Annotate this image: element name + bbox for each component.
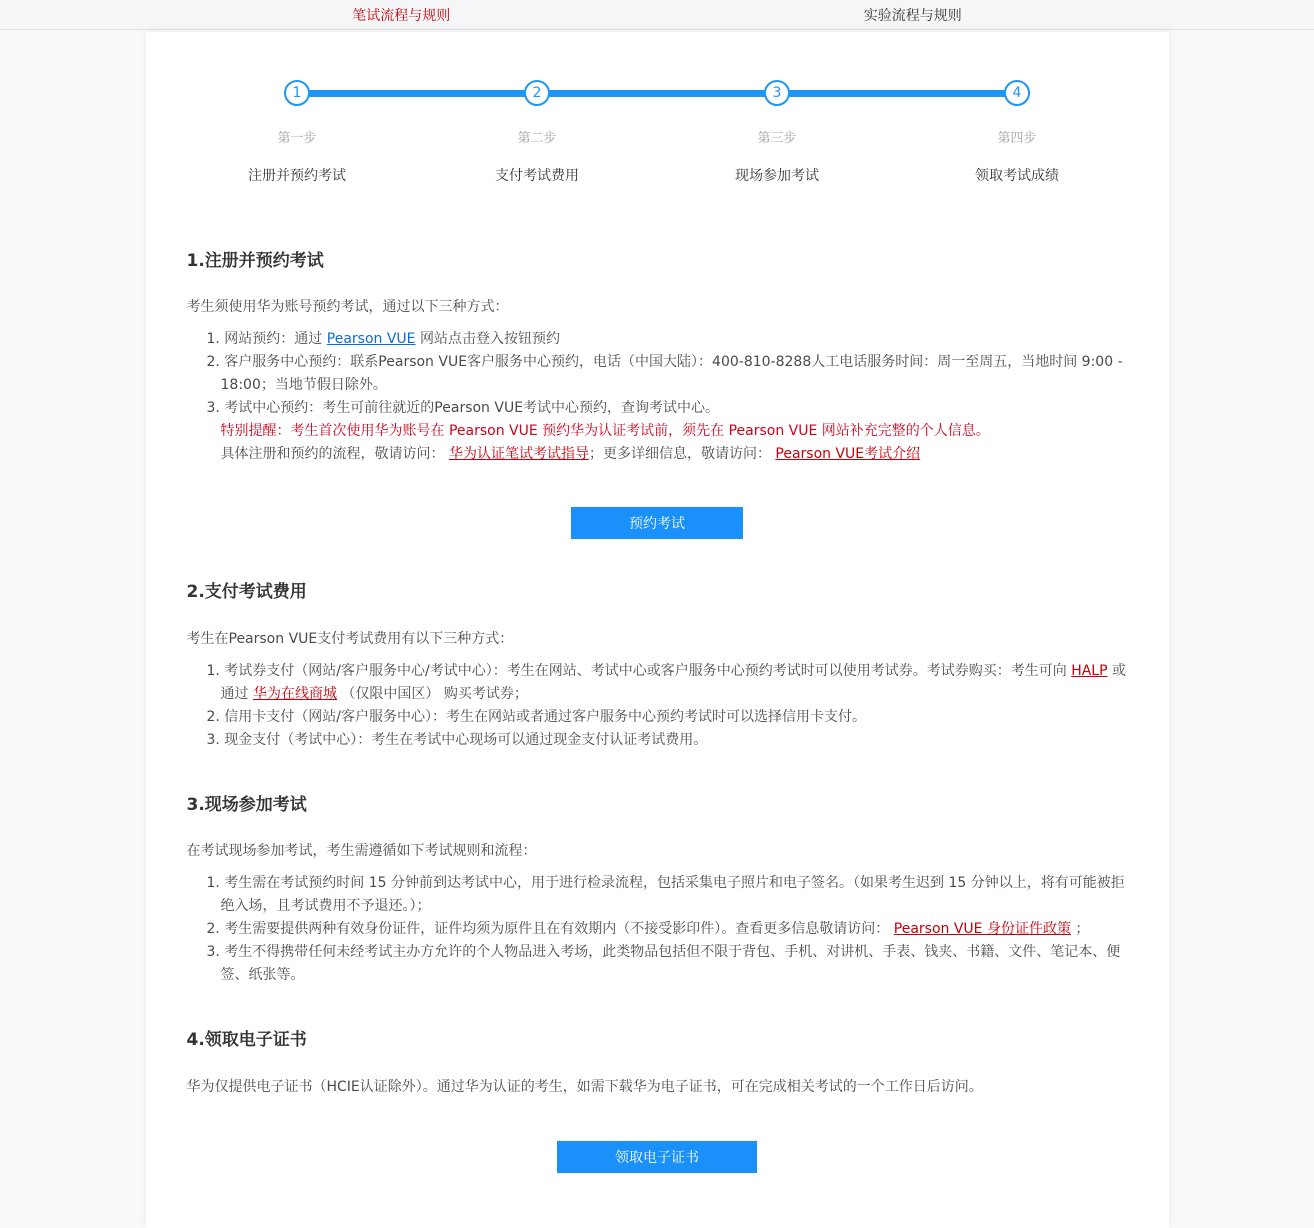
step-2-label: 第二步 xyxy=(517,131,557,146)
section-3-title: 3.现场参加考试 xyxy=(186,794,307,815)
section-1-intro: 考生须使用华为账号预约考试，通过以下三种方式： xyxy=(186,299,509,316)
step-1-circle: 1 xyxy=(284,80,310,106)
top-tab-bar xyxy=(0,0,1314,30)
page-content xyxy=(146,251,1169,1173)
pearson-vue-link[interactable]: Pearson VUE xyxy=(326,331,416,348)
section-1-list xyxy=(187,328,1128,466)
written-exam-guide-link[interactable]: 华为认证笔试考试指导 xyxy=(448,446,589,463)
exam-process-stepper xyxy=(177,32,1137,185)
step-3-label: 第三步 xyxy=(757,131,797,146)
special-reminder-text: 特别提醒：考生首次使用华为账号在 Pearson VUE 预约华为认证考试前，须先在 Pearson VUE 网站补充完整的个人信息。 xyxy=(220,423,990,440)
list-item: 3. 考试中心预约：考生可前往就近的Pearson VUE考试中心预约，查询考试中心。 xyxy=(206,400,720,417)
section-1-title: 1.注册并预约考试 xyxy=(186,251,324,271)
list-item: 2. 客户服务中心预约：联系Pearson VUE客户服务中心预约，电话（中国大陆）：400-810-8288人工电话服务时间：周一至周五，当地时间 9:00 - 18:00；当地节假日除外。 xyxy=(206,354,1123,394)
halp-link[interactable]: HALP xyxy=(1071,662,1108,679)
step-1 xyxy=(177,80,417,185)
step-3-circle: 3 xyxy=(764,80,790,106)
pearson-vue-exam-intro-link[interactable]: Pearson VUE考试介绍 xyxy=(775,446,921,463)
section-2-list xyxy=(187,660,1128,752)
top-tab-bar-inner xyxy=(146,0,1169,29)
step-1-label: 第一步 xyxy=(277,131,317,146)
id-policy-link[interactable]: Pearson VUE 身份证件政策 xyxy=(893,921,1071,938)
content-card xyxy=(146,32,1169,1228)
item-text: 或通过 xyxy=(220,662,1127,702)
list-item: 3. 考生不得携带任何未经考试主办方允许的个人物品进入考场，此类物品包括但不限于背包、手机、对讲机、手表、钱夹、书籍、文件、笔记本、便签、纸张等。 xyxy=(206,944,1121,984)
step-3 xyxy=(657,80,897,185)
list-item: 3. 现金支付（考试中心）：考生在考试中心现场可以通过现金支付认证考试费用。 xyxy=(206,731,708,748)
guide-text: 具体注册和预约的流程，敬请访问： xyxy=(220,446,449,463)
step-4 xyxy=(897,80,1137,185)
list-item: 2. 信用卡支付（网站/客户服务中心）：考生在网站或者通过客户服务中心预约考试时可以选择信用卡支付。 xyxy=(206,708,867,725)
book-exam-button[interactable]: 预约考试 xyxy=(571,507,743,539)
section-3-list xyxy=(187,872,1128,987)
book-exam-button-row xyxy=(187,466,1128,539)
step-2-circle: 2 xyxy=(524,80,550,106)
step-1-name: 注册并预约考试 xyxy=(248,168,346,184)
section-2-title: 2.支付考试费用 xyxy=(186,582,307,603)
step-4-circle: 4 xyxy=(1004,80,1030,106)
guide-links-line xyxy=(221,443,1128,466)
step-2-name: 支付考试费用 xyxy=(495,168,579,184)
list-item xyxy=(207,328,1128,351)
huawei-online-store-link[interactable]: 华为在线商城 xyxy=(252,685,337,702)
tab-lab-exam-rules[interactable]: 实验流程与规则 xyxy=(863,7,962,24)
section-3-intro: 在考试现场参加考试，考生需遵循如下考试规则和流程： xyxy=(186,843,537,860)
section-4-intro: 华为仅提供电子证书（HCIE认证除外）。通过华为认证的考生，如需下载华为电子证书，可在完成相关考试的一个工作日后访问。 xyxy=(186,1078,983,1095)
step-3-name: 现场参加考试 xyxy=(735,168,819,184)
list-item xyxy=(207,660,1128,706)
list-item: 1. 考生需在考试预约时间 15 分钟前到达考试中心，用于进行检录流程，包括采集电子照片和电子签名。（如果考生迟到 15 分钟以上，将有可能被拒绝入场，且考试费用不予退还。）； xyxy=(206,875,1125,915)
guide-text: ；更多详细信息，敬请访问： xyxy=(588,446,776,463)
get-cert-button-row xyxy=(187,1099,1128,1173)
step-4-label: 第四步 xyxy=(997,131,1037,146)
item-text: （仅限中国区） 购买考试券； xyxy=(336,685,528,702)
section-4-title: 4.领取电子证书 xyxy=(186,1030,307,1051)
section-2-intro: 考生在Pearson VUE支付考试费用有以下三种方式： xyxy=(186,630,514,647)
item-text: 网站点击登入按钮预约 xyxy=(415,331,560,348)
item-text: 1. 网站预约：通过 xyxy=(206,331,327,348)
list-item xyxy=(207,918,1128,941)
tab-written-exam-rules[interactable]: 笔试流程与规则 xyxy=(352,7,451,24)
item-text: ； xyxy=(1070,921,1090,938)
item-text: 2. 考生需要提供两种有效身份证件，证件均须为原件且在有效期内（不接受影印件）。查看更多信息敬请访问： xyxy=(206,921,894,938)
step-4-name: 领取考试成绩 xyxy=(975,168,1059,184)
item-text: 1. 考试券支付（网站/客户服务中心/考试中心）：考生在网站、考试中心或客户服务中心预约考试时可以使用考试券。考试券购买：考生可向 xyxy=(206,662,1072,679)
step-2 xyxy=(417,80,657,185)
get-ecert-button[interactable]: 领取电子证书 xyxy=(557,1141,757,1173)
